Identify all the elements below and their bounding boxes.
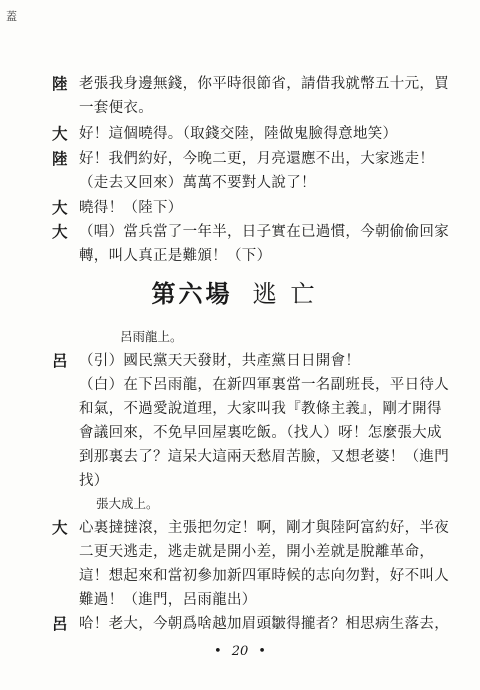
dialogue-line: 找） bbox=[79, 473, 109, 489]
dialogue-line: 和氣，不過愛說道理，大家叫我『教條主義』，剛才開得 bbox=[79, 401, 442, 417]
page-number-value: 20 bbox=[231, 644, 249, 659]
speaker-label: 陸 bbox=[52, 74, 68, 93]
dialogue-line: 二更天逃走，逃走就是開小差，開小差就是脫離革命， bbox=[79, 544, 435, 560]
dialogue-line: 轉，叫人真正是難頒！（下） bbox=[79, 248, 272, 264]
dialogue-line: 會議回來，不免早回屋裏吃飯。（找人）呀！怎麼張大成 bbox=[79, 425, 442, 441]
speaker-label: 大 bbox=[52, 124, 68, 143]
scene-title bbox=[0, 274, 480, 309]
dialogue-line: 曉得！（陸下） bbox=[79, 200, 183, 216]
page-number-dot: • bbox=[214, 644, 222, 659]
corner-mark: 蓋 bbox=[6, 10, 17, 23]
dialogue-line: 難過！（進門，呂雨龍出） bbox=[79, 592, 257, 608]
stage-direction: 呂雨龍上。 bbox=[120, 329, 183, 344]
dialogue-line: 這！想起來和當初參加新四軍時候的志向勿對，好不叫人 bbox=[79, 568, 449, 584]
dialogue-line: 哈！老大，今朝爲啥越加眉頭皺得攏者？相思病生落去， bbox=[79, 616, 449, 632]
dialogue-line: （走去又回來）萬萬不要對人說了！ bbox=[79, 175, 316, 191]
dialogue-line: 好！這個曉得。（取錢交陸，陸做鬼臉得意地笑） bbox=[79, 126, 398, 142]
speaker-label: 呂 bbox=[52, 351, 68, 370]
dialogue-line: 心裏撻撻滾，主張把勿定！啊，剛才與陸阿富約好，半夜 bbox=[79, 520, 449, 536]
dialogue-line: 一套便衣。 bbox=[79, 100, 153, 116]
dialogue-line: 到那裏去了？這呆大這兩天愁眉苦臉，又想老婆！（進門 bbox=[79, 449, 449, 465]
stage-direction: 張大成上。 bbox=[96, 496, 159, 511]
speaker-label: 陸 bbox=[52, 149, 68, 168]
speaker-label: 大 bbox=[52, 198, 68, 217]
speaker-label: 大 bbox=[52, 222, 68, 241]
dialogue-line: 好！我們約好，今晚二更，月亮還應不出，大家逃走！ bbox=[79, 151, 435, 167]
dialogue-line: （唱）當兵當了一年半，日子實在已過慣，今朝偷偷回家 bbox=[79, 224, 449, 240]
page-number-dot: • bbox=[258, 644, 266, 659]
speaker-label: 呂 bbox=[52, 614, 68, 633]
page-number bbox=[0, 644, 480, 659]
scene-name: 逃亡 bbox=[252, 280, 329, 308]
dialogue-line: 老張我身邊無錢，你平時很節省，請借我就幣五十元，買 bbox=[79, 76, 449, 92]
dialogue-line: （引）國民黨天天發財，共產黨日日開會！ bbox=[79, 353, 361, 369]
dialogue-line: （白）在下呂雨龍，在新四軍裏當一名副班長，平日待人 bbox=[79, 377, 449, 393]
scene-number: 第六場 bbox=[151, 280, 233, 308]
speaker-label: 大 bbox=[52, 518, 68, 537]
